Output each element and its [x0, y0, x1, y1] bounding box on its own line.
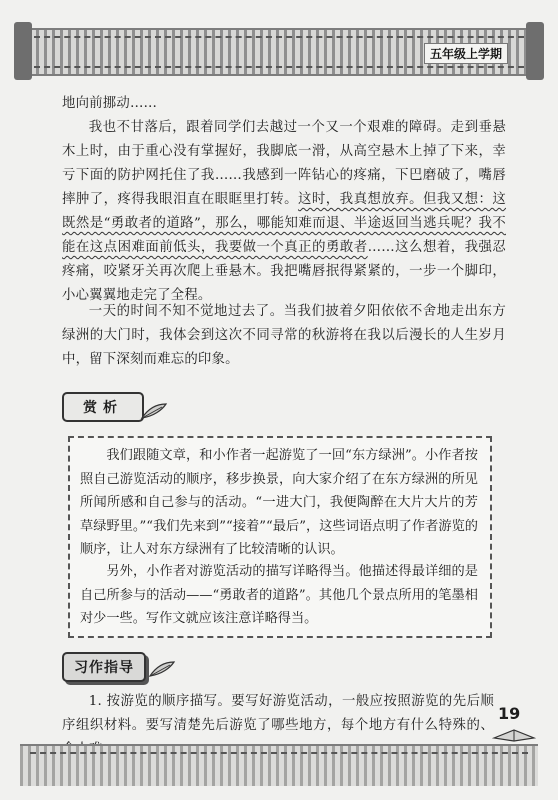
- analysis-heading: [62, 392, 144, 422]
- band-corner-right: [526, 22, 544, 80]
- analysis-paragraph-2: 另外，小作者对游览活动的描写详略得当。他描述得最详细的是自己所参与的活动——“勇敢者的道路”。其他几个景点所用的笔墨相对少一些。写作文就应该注意详略得当。: [80, 564, 478, 626]
- band-stitch-top: [34, 36, 524, 38]
- analysis-heading-text: 赏析: [83, 400, 123, 416]
- story-paragraph-1-part-c: ……这么想着，我强忍疼痛，咬紧牙关再次爬上垂悬木。我把嘴唇抿得紧紧的，一步一个脚印，小心翼翼地走完了全程。: [62, 240, 507, 303]
- guide-paragraph-1: 1. 按游览的顺序描写。要写好游览活动，一般应按照游览的先后顺序组织材料。要写清楚先后游览了哪些地方，每个地方有什么特殊的、: [62, 694, 494, 733]
- header-band: [20, 28, 538, 76]
- underlined-passage: 这时，我真想放弃。但我又想：这既然是“勇敢者的道路”，那么，哪能知难而退、半途返回当逃兵呢？我不能在这点困难面前低头，我要做一个真正的勇敢者: [62, 192, 506, 255]
- writing-guide-heading-text: 习作指导: [74, 660, 134, 676]
- footer-band: [20, 744, 538, 786]
- analysis-box: [68, 436, 492, 638]
- story-paragraph-1-part-a: 我也不甘落后，跟着同学们去越过一个又一个艰难的障碍。走到垂悬木上时，由于重心没有掌握好，我脚底一滑，从高空悬木上掉了下来，幸亏下面的防护网托住了我……我感到一阵钻心的疼痛，下巴磨破了，嘴唇摔肿了，疼得我眼泪直在眼眶里打转。: [62, 120, 506, 207]
- band-stitch-bottom: [34, 66, 524, 68]
- quill-icon: [148, 660, 176, 678]
- grade-label: 五年级上学期: [424, 43, 508, 64]
- feather-icon: [140, 402, 168, 420]
- story-paragraph-0: 地向前挪动……: [62, 96, 158, 111]
- story-paragraph-2: 一天的时间不知不觉地过去了。当我们披着夕阳依依不舍地走出东方绿洲的大门时，我体会到这次不同寻常的秋游将在我以后漫长的人生岁月中，留下深刻而难忘的印象。: [62, 304, 506, 367]
- footer-stitch: [30, 752, 528, 754]
- book-icon: [492, 724, 536, 742]
- writing-guide-heading: [62, 652, 146, 682]
- band-corner-left: [14, 22, 32, 80]
- story-paragraph-1: [62, 116, 506, 308]
- page-number: 19: [498, 704, 521, 723]
- analysis-paragraph-1: 我们跟随文章，和小作者一起游览了一回“东方绿洲”。小作者按照自己游览活动的顺序，移步换景，向大家介绍了在东方绿洲的所见所闻所感和自己参与的活动。“一进大门，我便陶醉在大片大片的芳草绿野里。”“我们先来到”“接着”“最后”，这些词语点明了作者游览的顺序，让人对东方绿洲有了比较清晰的认识。: [80, 448, 478, 557]
